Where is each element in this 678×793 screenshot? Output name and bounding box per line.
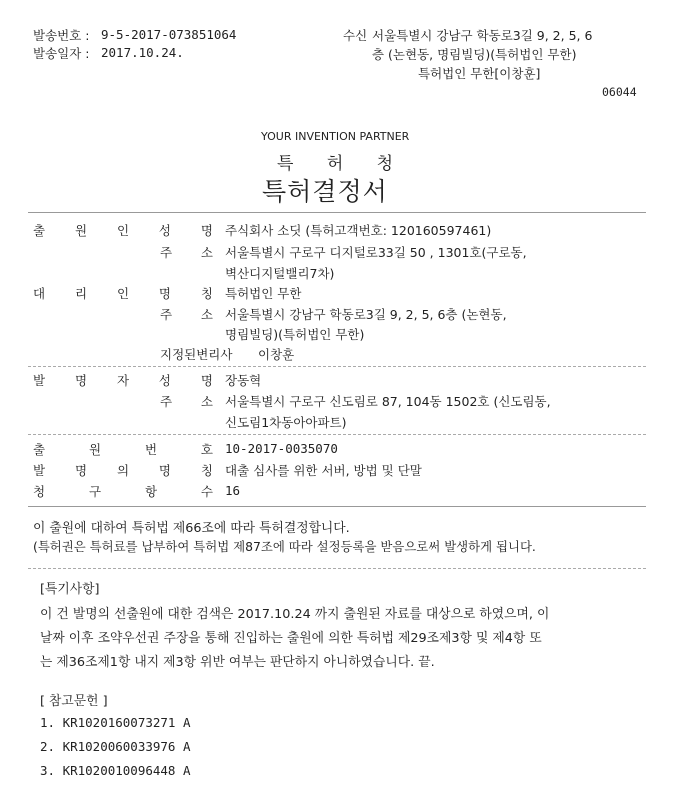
section-divider-1 — [28, 366, 646, 367]
invention-title: 대출 심사를 위한 서버, 방법 및 단말 — [225, 463, 422, 478]
recipient-name: 특허법인 무한[이창훈] — [418, 66, 541, 81]
recipient-address-line2: 층 (논현동, 명림빌딩)(특허법인 무한) — [372, 47, 577, 62]
agency-slogan: YOUR INVENTION PARTNER — [261, 130, 410, 143]
applicant-address-label: 주 소 — [160, 245, 213, 260]
claims-label: 청 구 항 수 — [33, 484, 213, 499]
send-date: 2017.10.24. — [101, 45, 184, 60]
application-number: 10-2017-0035070 — [225, 441, 338, 456]
reference-item: 1. KR1020160073271 A — [40, 715, 191, 730]
decision-statement: 이 출원에 대하여 특허법 제66조에 따라 특허결정합니다. — [33, 521, 350, 536]
notes-divider — [28, 568, 646, 569]
inventor-name: 장동혁 — [225, 373, 262, 388]
invention-title-label: 발 명 의 명 칭 — [33, 463, 213, 478]
attorney-label: 지정된변리사 — [160, 347, 233, 362]
agent-label: 대 리 인 명 칭 — [33, 286, 213, 301]
send-number-label: 발송번호 : — [33, 28, 90, 43]
send-number: 9-5-2017-073851064 — [101, 27, 237, 42]
applicant-address-line2: 벽산디지털밸리7차) — [225, 266, 335, 281]
document-title: 특허결정서 — [262, 177, 388, 206]
reference-item: 3. KR1020010096448 A — [40, 763, 191, 778]
send-date-label: 발송일자 : — [33, 46, 90, 61]
applicant-name: 주식회사 소딧 (특허고객번호: 120160597461) — [225, 223, 492, 238]
applicant-address-line1: 서울특별시 구로구 디지털로33길 50 , 1301호(구로동, — [225, 245, 527, 260]
notes-line2: 날짜 이후 조약우선권 주장을 통해 진입하는 출원에 의한 특허법 제29조제3항 및 제4항 또 — [40, 631, 542, 646]
references-header: [ 참고문헌 ] — [40, 694, 108, 709]
notes-header: [특기사항] — [40, 582, 100, 597]
fields-bottom-divider — [28, 506, 646, 507]
section-divider-2 — [28, 434, 646, 435]
agency-name: 특 허 청 — [277, 154, 408, 174]
agent-address-line2: 명림빌딩)(특허법인 무한) — [225, 327, 365, 342]
attorney-name: 이창훈 — [258, 347, 295, 362]
application-number-label: 출 원 번 호 — [33, 442, 213, 457]
agent-name: 특허법인 무한 — [225, 286, 302, 301]
applicant-label: 출 원 인 성 명 — [33, 223, 213, 238]
notes-line3: 는 제36조제1항 내지 제3항 위반 여부는 판단하지 아니하였습니다. 끝. — [40, 655, 435, 670]
inventor-label: 발 명 자 성 명 — [33, 373, 213, 388]
agent-address-line1: 서울특별시 강남구 학동로3길 9, 2, 5, 6층 (논현동, — [225, 307, 507, 322]
recipient-label: 수신 — [343, 28, 368, 43]
notes-line1: 이 건 발명의 선출원에 대한 검색은 2017.10.24 까지 출원된 자료를 대상으로 하였으며, 이 — [40, 607, 550, 622]
inventor-address-label: 주 소 — [160, 394, 213, 409]
decision-note: (특허권은 특허료를 납부하여 특허법 제87조에 따라 설정등록을 받음으로써 발생하게 됩니다. — [33, 539, 536, 554]
inventor-address-line2: 신도림1차동아아파트) — [225, 415, 347, 430]
inventor-address-line1: 서울특별시 구로구 신도림로 87, 104동 1502호 (신도림동, — [225, 394, 551, 409]
recipient-address-line1: 서울특별시 강남구 학동로3길 9, 2, 5, 6 — [372, 28, 593, 43]
reference-item: 2. KR1020060033976 A — [40, 739, 191, 754]
agent-address-label: 주 소 — [160, 307, 213, 322]
title-divider — [28, 212, 646, 213]
postal-code: 06044 — [602, 85, 637, 99]
claims-count: 16 — [225, 483, 241, 498]
